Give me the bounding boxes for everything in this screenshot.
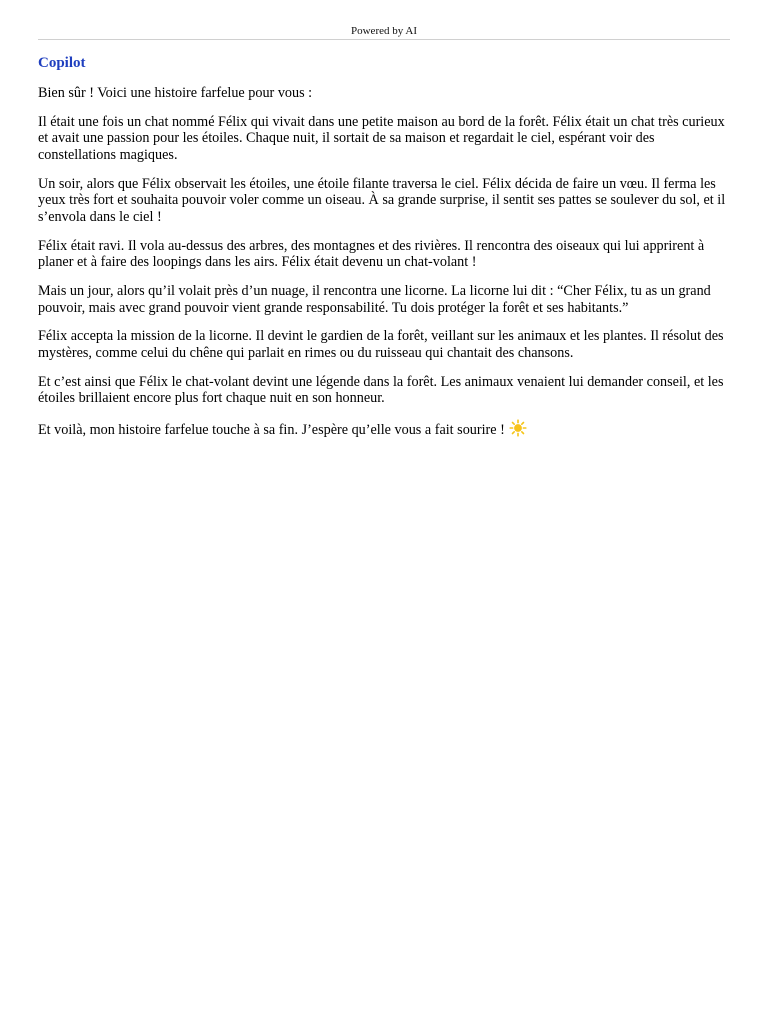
paragraph-6: Et c’est ainsi que Félix le chat-volant devint une légende dans la forêt. Les animaux venaient lui demander conseil, et les étoiles brillaient encore plus fort chaque nuit en son honneur. bbox=[38, 373, 724, 407]
response-content bbox=[38, 53, 728, 451]
paragraph-1: Il était une fois un chat nommé Félix qui vivait dans une petite maison au bord de la forêt. Félix était un chat très curieux et avait une passion pour les étoiles. Chaque nuit, il sortait de sa maison et regardait le ciel, espérant voir des constellations magiques. bbox=[38, 113, 725, 163]
paragraph-3: Félix était ravi. Il vola au-dessus des arbres, des montagnes et des rivières. Il rencontra des oiseaux qui lui apprirent à planer et à faire des loopings dans les airs. Félix était devenu un chat-volant ! bbox=[38, 237, 705, 271]
paragraph-intro: Bien sûr ! Voici une histoire farfelue pour vous : bbox=[38, 85, 313, 101]
header-divider bbox=[38, 39, 730, 40]
paragraph-closing-text: Et voilà, mon histoire farfelue touche à sa fin. J’espère qu’elle vous a fait sourire ! bbox=[38, 422, 505, 439]
sun-icon bbox=[509, 419, 527, 437]
paragraph-2: Un soir, alors que Félix observait les étoiles, une étoile filante traversa le ciel. Félix décida de faire un vœu. Il ferma les yeux très fort et souhaita pouvoir voler comme un oiseau. À sa grande surprise, il sentit ses pattes se soulever du sol, et il s’envola dans le ciel ! bbox=[38, 175, 726, 225]
header-powered-by: Powered by AI bbox=[351, 25, 417, 37]
paragraph-closing bbox=[38, 419, 728, 439]
response-author-title: Copilot bbox=[38, 55, 86, 71]
paragraph-5: Félix accepta la mission de la licorne. Il devint le gardien de la forêt, veillant sur les animaux et les plantes. Il résolut des mystères, comme celui du chêne qui parlait en rimes ou du ruisseau qui chantait des chansons. bbox=[38, 328, 724, 362]
paragraph-4: Mais un jour, alors qu’il volait près d’un nuage, il rencontra une licorne. La licorne lui dit : “Cher Félix, tu as un grand pouvoir, mais avec grand pouvoir vient grande responsabilité. Tu dois protéger la forêt et ses habitants.” bbox=[38, 283, 711, 316]
